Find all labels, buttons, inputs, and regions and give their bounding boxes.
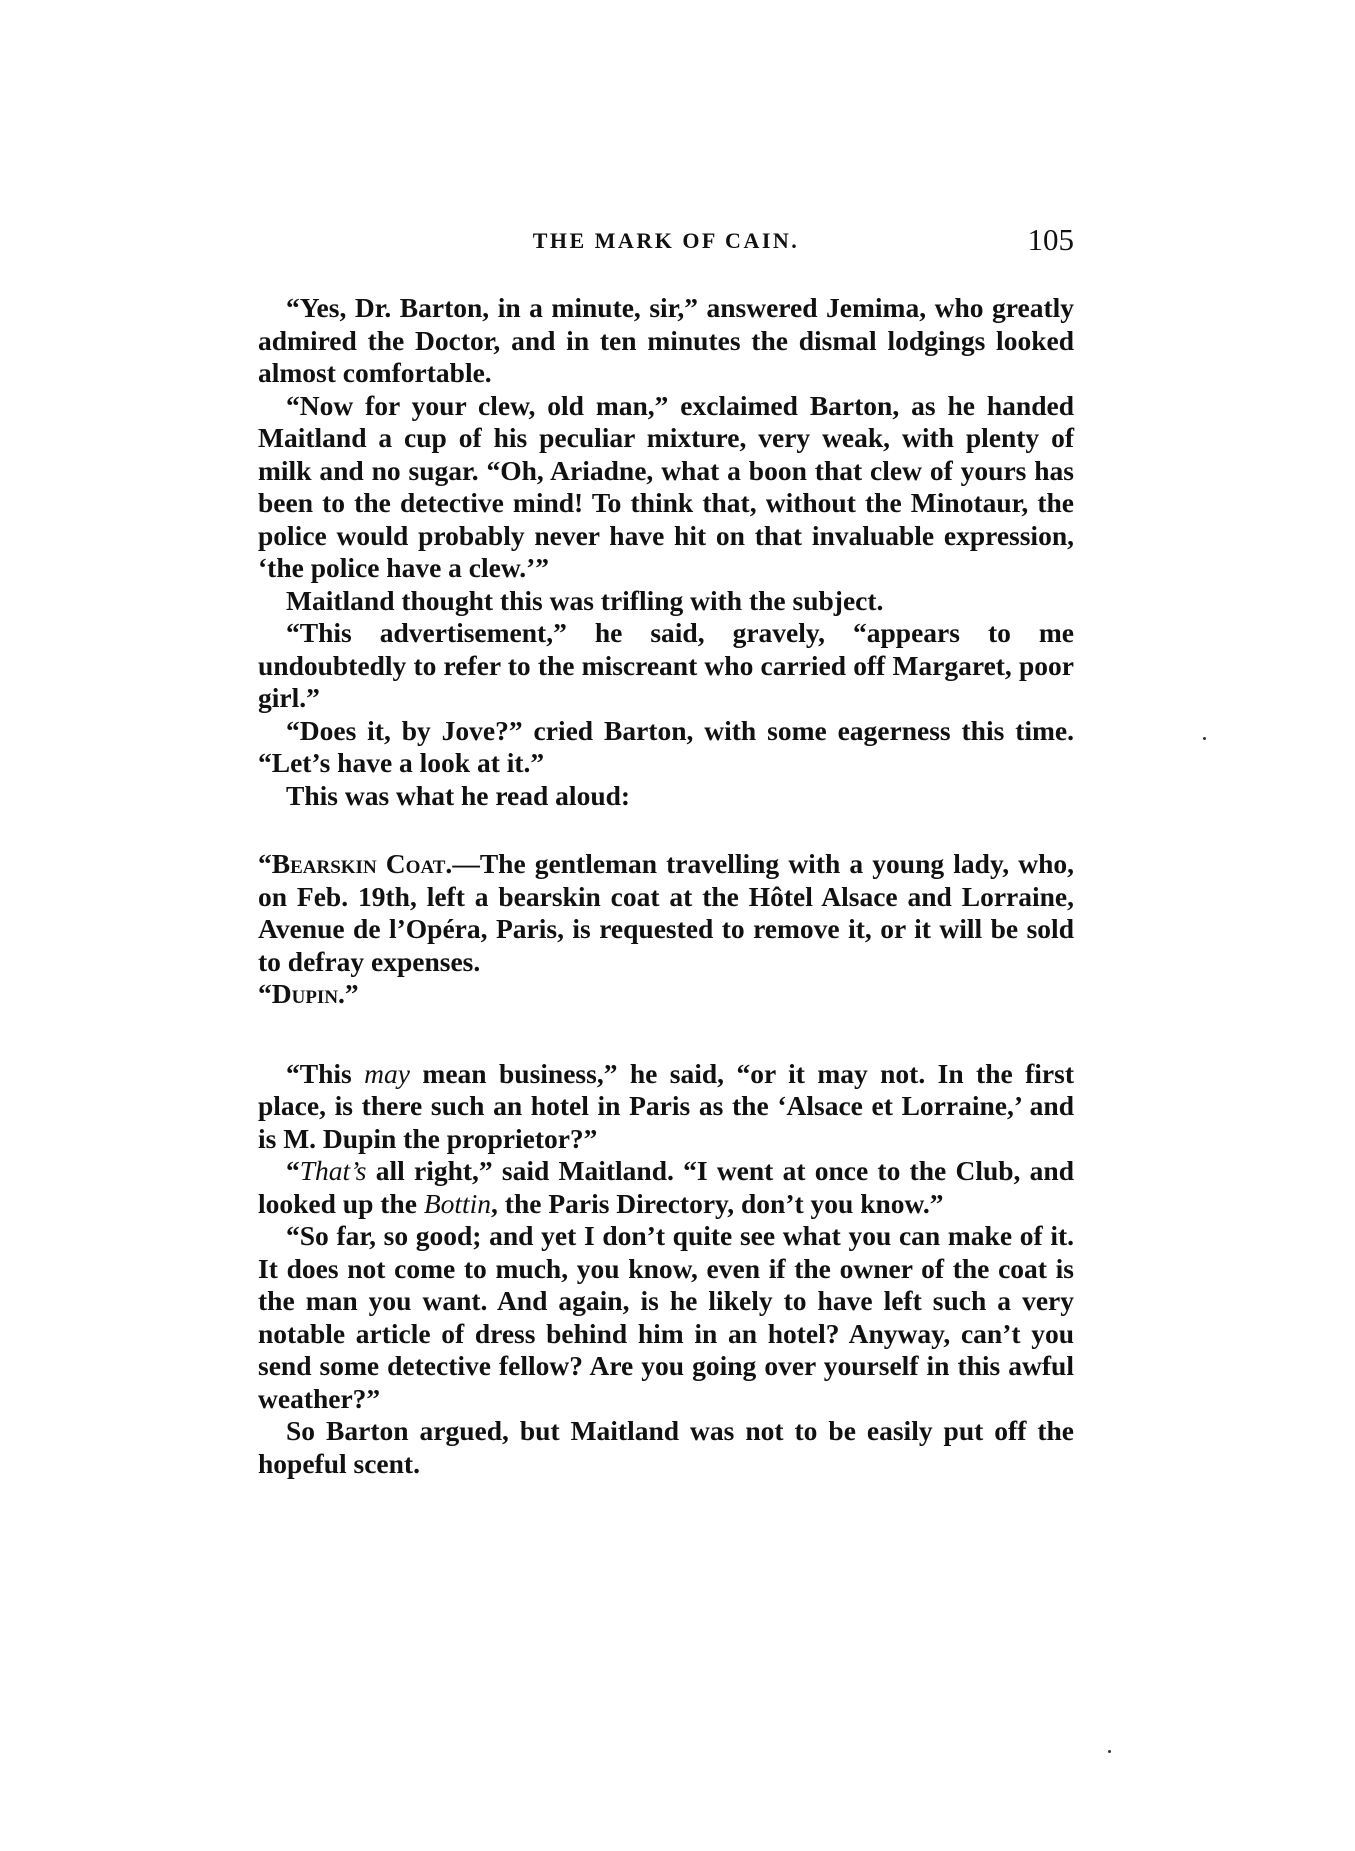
paragraph: “Yes, Dr. Barton, in a minute, sir,” answered Jemima, who greatly admired the Doctor, and in ten minutes the dismal lodgings looked almost comfortable. [258,292,1074,388]
text-run: , the Paris Directory, don’t you know.” [491,1187,944,1219]
paragraph: “Now for your clew, old man,” exclaimed Barton, as he handed Maitland a cup of his peculiar mixture, very weak, with plenty of milk and no sugar. “Oh, Ariadne, what a boon that clew of yours has been to the detective mind! To think that, without the Minotaur, the police would probably never have hit on that invaluable expression, ‘the police have a clew.’” [258,389,1074,583]
paragraph [258,1058,1074,1156]
italic-word: That’s [299,1155,367,1186]
spacer [258,812,1074,848]
advertisement [258,848,1074,1011]
text-run: mean business,” he said, “or it may not. In the first place, is there such an hotel in Paris as the ‘Alsace et Lorraine,’ and is M. Dupin the proprietor?” [258,1057,1074,1154]
paragraph: “Does it, by Jove?” cried Barton, with some eagerness this time. “Let’s have a look at it.” [258,714,1074,778]
advertisement-body: —The gentleman travelling with a young lady, who, on Feb. 19th, left a bearskin coat at the Hôtel Alsace and Lorraine, Avenue de l’Opéra, Paris, is requested to remove it, or it will be sold to defray expenses. [258,848,1074,977]
advertisement-text [258,848,1074,978]
body-text [258,292,1074,1480]
page-header [258,222,1074,262]
paragraph: Maitland thought this was trifling with the subject. [286,584,884,616]
text-run: “This [286,1057,365,1089]
running-title: THE MARK OF CAIN. [532,228,800,253]
print-speck [1108,1750,1111,1753]
paragraph: “So far, so good; and yet I don’t quite see what you can make of it. It does not come to much, you know, even if the owner of the coat is the man you want. And again, is he likely to have left such a very notable article of dress behind him in an hotel? Anyway, can’t you send some detective fellow? Are you going over yourself in this awful weather?” [258,1220,1074,1414]
italic-word: Bottin [423,1187,492,1219]
italic-word: may [364,1057,410,1089]
paragraph [258,1155,1074,1220]
paragraph: This was what he read aloud: [286,779,631,811]
text-run: all right,” said Maitland. “I went at once to the Club, and looked up the [258,1155,1074,1219]
advertisement-signature: “Dupin.” [258,978,359,1009]
paragraph: So Barton argued, but Maitland was not to be easily put off the hopeful scent. [258,1415,1074,1479]
text-run: “ [286,1155,300,1186]
spacer [258,1011,1074,1058]
page-number: 105 [1027,222,1074,257]
advertisement-heading: “Bearskin Coat. [258,848,453,879]
paragraph: “This advertisement,” he said, gravely, “appears to me undoubtedly to refer to the miscreant who carried off Margaret, poor girl.” [258,617,1074,713]
print-speck [1203,737,1206,740]
